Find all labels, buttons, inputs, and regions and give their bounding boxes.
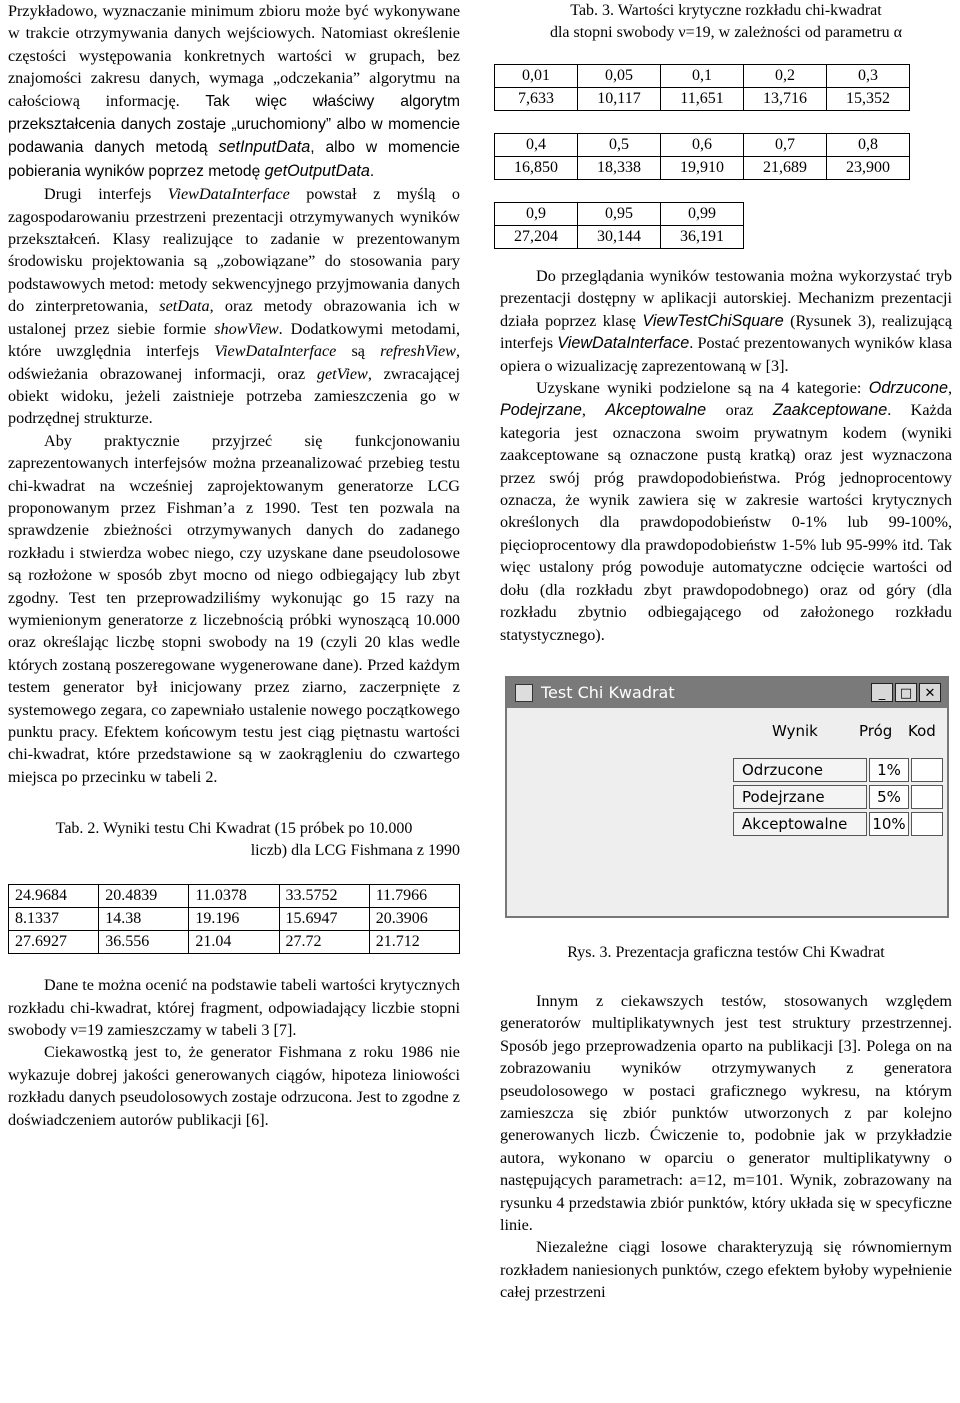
paragraph-r4: Niezależne ciągi losowe charakteryzują się równomiernym rozkładem naniesionych punktów, czego efektem byłoby wypełnienie całej przestrzeni bbox=[500, 1238, 952, 1302]
tab2-cell: 11.7966 bbox=[369, 885, 459, 908]
tab3-cell: 36,191 bbox=[661, 226, 744, 249]
result-name: Odrzucone bbox=[733, 758, 867, 782]
tab3-blocks bbox=[500, 64, 952, 249]
paragraph-r1: Do przeglądania wyników testowania można wykorzystać tryb prezentacji dostępny w aplikacji autorskiej. Mechanizm prezentacji działa poprzez klasę ViewTestChiSquare (Rysunek 3), realizującą interfejs ViewDataInterface. Postać prezentowanych wyników klasa opiera o wizualizację zaprezentowaną w [3]. bbox=[500, 267, 952, 375]
tab3-cell: 0,01 bbox=[495, 65, 578, 88]
tab2-caption-line1: Tab. 2. Wyniki testu Chi Kwadrat (15 próbek po 10.000 bbox=[55, 820, 413, 838]
tab3-caption-line1: Tab. 3. Wartości krytyczne rozkładu chi-kwadrat bbox=[570, 2, 882, 19]
maximize-button[interactable]: □ bbox=[895, 683, 917, 702]
tab3-cell: 15,352 bbox=[827, 88, 910, 111]
tab3-caption-line2: dla stopni swobody ν=19, w zależności od parametru α bbox=[549, 24, 903, 41]
paragraph-r2: Uzyskane wyniki podzielone są na 4 kategorie: Odrzucone, Podejrzane, Akceptowalne oraz Zaakceptowane. Każda kategoria jest oznaczona swoim prywatnym kodem (wyniki zaakceptowane są oznaczone pustą kratką) oraz jest wyznaczona przez swój próg prawdopodobieństwa. Próg jednoprocentowy oznacza, że wynik zawiera się w zakresie wartości krytycznych określonych dla prawdopodobieństw 0-1% lub 99-100%, pięcioprocentowy dla prawdopodobieństw 1-5% lub 95-99% itd. Tak więc ustalony próg powoduje automatyczne odcięcie wartości od dołu (dla rozkładu zbyt prawdopodobnego) oraz od góry (dla rozkładu zbytnio odbiegającego od założonego rozkładu statystycznego). bbox=[500, 379, 953, 644]
tab2-caption-line2: liczb) dla LCG Fishmana z 1990 bbox=[250, 842, 460, 860]
tab2-cell: 21.04 bbox=[189, 931, 279, 954]
paragraph-r3: Innym z ciekawszych testów, stosowanych względem generatorów multiplikatywnych jest test struktury przestrzennej. Sposób jego przeprowadzenia oparto na publikacji [3]. Polega on na zobrazowaniu wyników otrzymywanych z generatora pseudolosowego w postaci graficznego wykresu, na którym zamieszcza się zbiór punktów utworzonych z par kolejno generowanych liczb. Ćwiczenie to, podobnie jak w przykładzie autora, wykonano w oparciu o generator multiplikatywny o następujących parametrach: a=12, m=101. Wynik, zobrazowany na rysunku 4 przedstawia zbiór punktów, który układa się w specyficzne linie. bbox=[500, 991, 952, 1234]
tab3-row-alpha bbox=[495, 134, 910, 157]
tab3-cell: 0,7 bbox=[744, 134, 827, 157]
result-name: Podejrzane bbox=[733, 785, 867, 809]
tab2-cell: 27.72 bbox=[279, 931, 369, 954]
tab2-row bbox=[9, 931, 460, 954]
tab2-cell: 20.3906 bbox=[369, 908, 459, 931]
result-name: Akceptowalne bbox=[733, 812, 867, 836]
result-threshold: 10% bbox=[869, 812, 909, 836]
tab3-empty-cell bbox=[744, 226, 827, 249]
tab2-cell: 24.9684 bbox=[9, 885, 99, 908]
header-kod: Kod bbox=[908, 721, 936, 740]
close-button[interactable]: ✕ bbox=[919, 683, 941, 702]
tab3-cell: 27,204 bbox=[495, 226, 578, 249]
tab2-cell: 11.0378 bbox=[189, 885, 279, 908]
tab3-cell: 10,117 bbox=[578, 88, 661, 111]
tab3-block bbox=[494, 202, 909, 249]
app-icon bbox=[515, 684, 533, 702]
window-title: Test Chi Kwadrat bbox=[541, 682, 675, 702]
tab3-cell: 0,5 bbox=[578, 134, 661, 157]
paragraph-l4: Dane te można ocenić na podstawie tabeli wartości krytycznych rozkładu chi-kwadrat, której fragment, odpowiadający liczbie stopni swobody ν=19 zamieszczamy w tabeli 3 [7]. bbox=[8, 976, 460, 1040]
tab3-empty-cell bbox=[827, 226, 909, 249]
tab3-cell: 21,689 bbox=[744, 157, 827, 180]
tab3-cell: 0,1 bbox=[661, 65, 744, 88]
tab2-cell: 8.1337 bbox=[9, 908, 99, 931]
tab2-cell: 20.4839 bbox=[99, 885, 189, 908]
tab2-cell: 27.6927 bbox=[9, 931, 99, 954]
header-prog: Próg bbox=[859, 721, 893, 740]
right-column bbox=[500, 0, 952, 1304]
tab3-cell: 16,850 bbox=[495, 157, 578, 180]
window-titlebar[interactable] bbox=[507, 678, 947, 708]
result-code bbox=[911, 758, 943, 782]
tab3-row-value bbox=[495, 226, 909, 249]
tab3-row-alpha bbox=[495, 203, 909, 226]
tab3-cell: 23,900 bbox=[827, 157, 910, 180]
figure-caption: Rys. 3. Prezentacja graficzna testów Chi Kwadrat bbox=[567, 943, 885, 961]
tab3-block bbox=[494, 64, 910, 111]
tab3-cell: 18,338 bbox=[578, 157, 661, 180]
tab3-cell: 0,3 bbox=[827, 65, 910, 88]
tab3-empty-cell bbox=[744, 203, 827, 226]
result-code bbox=[911, 812, 943, 836]
tab2-cell: 15.6947 bbox=[279, 908, 369, 931]
result-threshold: 1% bbox=[869, 758, 909, 782]
paragraph-l2: Drugi interfejs ViewDataInterface powstał z myślą o zagospodarowaniu przestrzeni prezentacji otrzymywanych wyników przekształceń. Klasy realizujące to zadanie w prezentowanym środowisku projektowania są „zobowiązane” do stosowania pary podstawowych metod: metody sekwencyjnego przyjmowania danych do zinterpretowania, setData, oraz metody obrazowania ich w ustalonej przez siebie formie showView. Dodatkowymi metodami, które uwzględnia interfejs ViewDataInterface są refreshView, odświeżania obrazowanej informacji, oraz getView, zwracającej obiekt widoku, jeżeli zaistnieje potrzeba zamieszczenia go w podrzędnej strukturze. bbox=[8, 185, 461, 428]
tab3-cell: 0,9 bbox=[495, 203, 578, 226]
tab3-cell: 19,910 bbox=[661, 157, 744, 180]
tab3-row-value bbox=[495, 157, 910, 180]
window-controls bbox=[869, 683, 941, 713]
tab2-cell: 14.38 bbox=[99, 908, 189, 931]
left-column bbox=[8, 0, 460, 1131]
tab2-row bbox=[9, 885, 460, 908]
tab3-cell: 0,05 bbox=[578, 65, 661, 88]
result-threshold: 5% bbox=[869, 785, 909, 809]
tab3-cell: 7,633 bbox=[495, 88, 578, 111]
tab3-cell: 0,4 bbox=[495, 134, 578, 157]
tab3-cell: 13,716 bbox=[744, 88, 827, 111]
tab3-row-alpha bbox=[495, 65, 910, 88]
minimize-button[interactable]: _ bbox=[871, 683, 893, 702]
tab2-cell: 19.196 bbox=[189, 908, 279, 931]
tab3-cell: 0,99 bbox=[661, 203, 744, 226]
tab2-cell: 33.5752 bbox=[279, 885, 369, 908]
tab3-block bbox=[494, 133, 910, 180]
tab3-cell: 0,8 bbox=[827, 134, 910, 157]
paragraph-l3: Aby praktycznie przyjrzeć się funkcjonowaniu zaprezentowanych interfejsów można przeanalizować przebieg testu chi-kwadrat na wcześniej zaprojektowanym generatorze LCG proponowanym przez Fishman’a z 1990. Test ten pozwala na sprawdzenie zbieżności otrzymywanych danych do zadanego rozkładu i stwierdza wobec niego, czy uzyskane dane pseudolosowe są rozłożone w sposób zbyt mocno od niego odbiegający lub zbyt zgodny. Test ten przeprowadziliśmy wykonując go 15 razy na wymienionym generatorze z liczebnością próbki wynoszącą 10.000 oraz określając liczbę stopni swobody na 19 (czyli 20 klas wedle których zostaną poszeregowane wygenerowane dane). Przed każdym testem generator był inicjowany przez ziarno, zaczerpnięte z systemowego zegara, co zapewniało ustalenie nowego początkowego punktu pracy. Efektem końcowym testu jest ciąg piętnastu wartości chi-kwadrat, które przedstawione są w zaokrągleniu do czwartego miejsca po przecinku w tabeli 2. bbox=[8, 431, 460, 786]
tab3-cell: 0,6 bbox=[661, 134, 744, 157]
tab3-empty-cell bbox=[827, 203, 909, 226]
tab2-row bbox=[9, 908, 460, 931]
paragraph-l5: Ciekawostką jest to, że generator Fishmana z roku 1986 nie wykazuje dobrej jakości generowanych ciągów, hipoteza liniowości rozkładu danych pseudolosowych zostaje odrzucona. Jest to zgodne z doświadczeniem autorów publikacji [6]. bbox=[8, 1043, 460, 1129]
paragraph-l1: Przykładowo, wyznaczanie minimum zbioru może być wykonywane w trakcie otrzymywania danych wejściowych. Natomiast określenie częstości występowania konkretnych wartości w grupach, bez znajomości zakresu danych, wymaga „odczekania” algorytmu na całościową informację. Tak więc właściwy algorytm przekształcenia danych zostaje „uruchomiony” albo w momencie podawania danych metodą setInputData, albo w momencie pobierania wyników poprzez metodę getOutputData. bbox=[8, 2, 460, 180]
tab2-cell: 21.712 bbox=[369, 931, 459, 954]
tab3-row-value bbox=[495, 88, 910, 111]
tab3-cell: 11,651 bbox=[661, 88, 744, 111]
tab3-cell: 0,95 bbox=[578, 203, 661, 226]
result-code bbox=[911, 785, 943, 809]
header-wynik: Wynik bbox=[772, 721, 818, 740]
test-chi-kwadrat-window bbox=[505, 676, 949, 918]
tab3-cell: 0,2 bbox=[744, 65, 827, 88]
tab3-cell: 30,144 bbox=[578, 226, 661, 249]
tab2-cell: 36.556 bbox=[99, 931, 189, 954]
tab2-table bbox=[8, 884, 460, 954]
